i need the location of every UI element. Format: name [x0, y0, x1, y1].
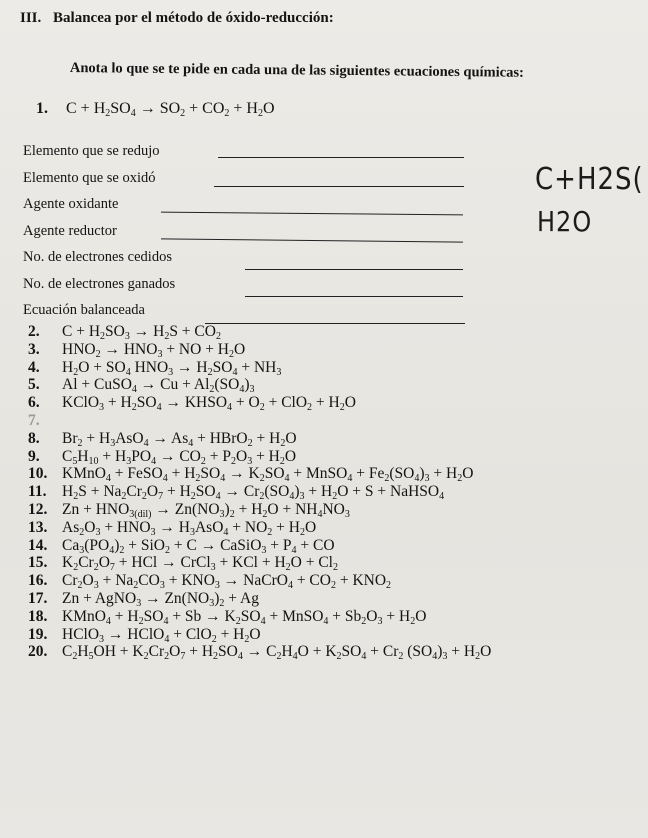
equation-row	[28, 554, 638, 572]
equation-formula: KMnO$_4$ + FeSO$_4$ + $H_2SO_4 \to K_2SO_4$ + MnSO$_4$ + $Fe_2(SO_4)_3 + H_2O$	[62, 465, 474, 485]
equation-formula: $H_2O + SO_4$ $HNO_3 \to H_2SO_4 + NH_3$	[62, 358, 282, 378]
equation-number: 16.	[28, 572, 48, 590]
equation-number: 17.	[28, 589, 48, 607]
equation-row	[28, 323, 638, 341]
equation-formula: Al + CuSO$_4$ → $Cu + Al_2(SO_4)_3$	[62, 376, 255, 396]
equation-row	[28, 643, 638, 661]
equation-number: 12.	[28, 500, 48, 518]
field-label: Agente oxidante	[23, 196, 119, 212]
section-title: Balancea por el método de óxido-reducción:	[53, 10, 334, 26]
equation-row	[28, 376, 638, 394]
equation-row	[28, 501, 638, 519]
exercise-1-fields	[23, 143, 473, 329]
equation-number: 3.	[28, 340, 40, 358]
field-reducing-agent	[23, 223, 473, 250]
field-reduced-element	[23, 143, 473, 170]
equation-row	[28, 537, 638, 555]
handwritten-note-2: H2O	[537, 205, 593, 239]
field-label: No. de electrones cedidos	[23, 249, 172, 265]
exercise-1-equation	[36, 100, 275, 118]
field-electrons-given	[23, 249, 473, 276]
equation-row	[28, 626, 638, 644]
equation-number: 7.	[28, 411, 40, 429]
equation-number: 6.	[28, 394, 40, 412]
equation-formula: KMnO$_4$ + $H_2SO_4 + Sb \to K_2SO_4$ + MnSO$_4$ + $Sb_2O_3 + H_2O$	[62, 607, 427, 627]
equation-row	[28, 359, 638, 377]
field-label: Elemento que se oxidó	[23, 169, 156, 186]
equation-number: 19.	[28, 625, 48, 643]
equation-number: 18.	[28, 607, 48, 625]
equation-formula: $H_2S + Na_2Cr_2O_7 + H_2SO_4 \to Cr_2(SO_4)_3 + H_2O + S$ + NaHSO$_4$	[62, 483, 445, 503]
equation-number: 9.	[28, 447, 40, 465]
answer-line[interactable]	[245, 296, 463, 297]
exercise-1-number: 1.	[36, 100, 48, 117]
field-electrons-gained	[23, 276, 473, 303]
equation-number: 5.	[28, 376, 40, 394]
equation-row	[28, 465, 638, 483]
equation-formula: $Br_2 + H_3AsO_4 \to As_4$ + HBrO$_2$ + $H_2O$	[62, 429, 297, 449]
field-label: Ecuación balanceada	[23, 302, 145, 318]
equation-list	[28, 323, 638, 661]
equation-number: 8.	[28, 429, 40, 447]
equation-formula: $Ca_3(PO_4)_2 + SiO_2 + C$ → CaSiO$_3$ + $P_4$ + CO	[62, 536, 335, 556]
equation-number: 20.	[28, 643, 48, 661]
answer-line[interactable]	[218, 157, 464, 158]
equation-number: 11.	[28, 483, 47, 501]
equation-number: 4.	[28, 358, 40, 376]
equation-row	[28, 608, 638, 626]
equation-number: 15.	[28, 554, 48, 572]
equation-formula: $K_2Cr_2O_7$ + HCl → CrCl$_3$ + KCl + $H_2O + Cl_2$	[62, 554, 338, 574]
equation-row	[28, 341, 638, 359]
equation-formula: Zn + AgNO$_3$ → $Zn(NO_3)_2 + Ag$	[62, 589, 259, 609]
equation-formula: $Zn + HNO_{3(dil)} \to Zn(NO_3)_2 + H_2O + NH_4NO_3$	[62, 500, 350, 520]
equation-row	[28, 590, 638, 608]
equation-row	[28, 519, 638, 537]
exercise-1-formula: $C + H_2SO_4 \to SO_2 + CO_2 + H_2O$	[66, 100, 275, 119]
equation-formula: $Cr_2O_3 + Na_2CO_3 + KNO_3$ → NaCrO$_4$ + $CO_2 + KNO_2$	[62, 572, 392, 592]
equation-row	[28, 483, 638, 501]
equation-row	[28, 448, 638, 466]
answer-line[interactable]	[245, 269, 463, 270]
equation-row	[28, 412, 638, 430]
field-oxidizing-agent	[23, 196, 473, 223]
equation-formula: $C_2H_5OH + K_2Cr_2O_7 + H_2SO_4 \to C_2H_4O + K_2SO_4 + Cr_2$ $(SO_4)_3 + H_2O$	[62, 643, 492, 663]
equation-row	[28, 430, 638, 448]
equation-number: 2.	[28, 323, 40, 340]
field-oxidized-element	[23, 170, 473, 197]
equation-formula: KClO$_3$ + $H_2SO_4$ → $KHSO_4 + O_2 + ClO_2 + H_2O$	[62, 394, 356, 414]
answer-line[interactable]	[161, 238, 463, 242]
field-label: Agente reductor	[23, 222, 117, 239]
equation-formula: $C_5H_{10} + H_3PO_4 \to CO_2 + P_2O_3 + H_2O$	[62, 447, 297, 467]
section-heading	[20, 10, 334, 27]
handwritten-note-1: C+H2S(	[535, 162, 644, 198]
equation-number: 10.	[28, 465, 48, 483]
equation-formula: HClO$_3$ → HClO$_4$ + $ClO_2 + H_2O$	[62, 625, 261, 645]
section-number: III.	[20, 10, 42, 26]
equation-number: 14.	[28, 536, 48, 554]
instruction-text: Anota lo que se te pide en cada una de las siguientes ecuaciones químicas:	[69, 60, 524, 81]
answer-line[interactable]	[161, 212, 463, 216]
answer-line[interactable]	[214, 186, 464, 187]
equation-number: 13.	[28, 518, 48, 536]
equation-formula: $HNO_2 \to HNO_3$ + NO + $H_2O$	[62, 340, 246, 360]
equation-row	[28, 394, 638, 412]
field-label: No. de electrones ganados	[23, 275, 176, 292]
equation-formula: $C + H_2SO_3 \to H_2S + CO_2$	[62, 323, 221, 342]
field-label: Elemento que se redujo	[23, 143, 160, 159]
equation-formula: $As_2O_3 + HNO_3 \to H_3AsO_4 + NO_2 + H_2O$	[62, 518, 317, 538]
equation-row	[28, 572, 638, 590]
